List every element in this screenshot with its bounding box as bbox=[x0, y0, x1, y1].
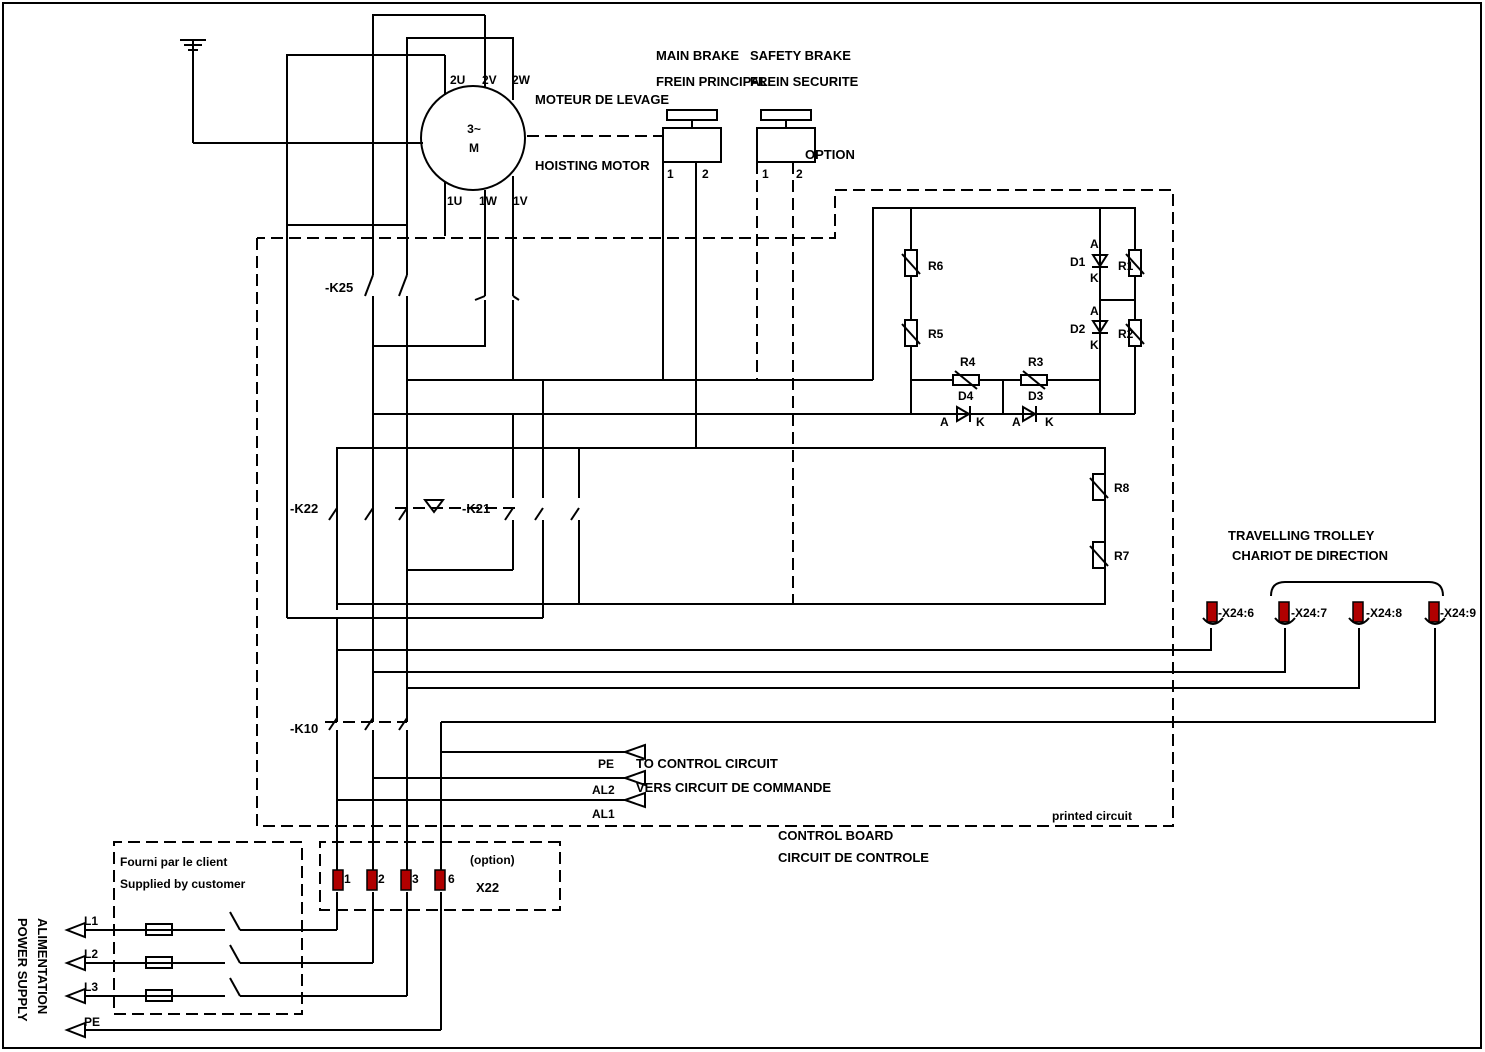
signal-al2: AL2 bbox=[592, 783, 615, 797]
supply-line-l1: L1 bbox=[84, 914, 99, 928]
trolley-title-en: TRAVELLING TROLLEY bbox=[1228, 528, 1375, 543]
diode-d2: D2 bbox=[1070, 322, 1086, 336]
motor-symbol: M bbox=[469, 141, 479, 155]
safety-brake-pin-2: 2 bbox=[796, 167, 803, 181]
x24-8-label: -X24:8 bbox=[1366, 606, 1403, 620]
diagram-border bbox=[3, 3, 1481, 1048]
d1-pin-a: A bbox=[1090, 237, 1099, 251]
customer-label-en: Supplied by customer bbox=[120, 877, 246, 891]
x22-pin-3: 3 bbox=[412, 872, 419, 886]
board-label-en: CONTROL BOARD bbox=[778, 828, 894, 843]
x22-pin-2: 2 bbox=[378, 872, 385, 886]
trolley-title-fr: CHARIOT DE DIRECTION bbox=[1232, 548, 1388, 563]
d4-pin-a: A bbox=[940, 415, 949, 429]
diode-d1: D1 bbox=[1070, 255, 1086, 269]
main-brake-fr: FREIN PRINCIPAL bbox=[656, 74, 768, 89]
res-r6: R6 bbox=[928, 259, 944, 273]
res-r5: R5 bbox=[928, 327, 944, 341]
x22-terminal bbox=[320, 842, 560, 1030]
res-r4: R4 bbox=[960, 355, 976, 369]
customer-label-fr: Fourni par le client bbox=[120, 855, 228, 869]
x24-7-label: -X24:7 bbox=[1291, 606, 1328, 620]
k10-label: -K10 bbox=[290, 721, 319, 736]
supply-line-l2: L2 bbox=[84, 947, 99, 961]
motor-term-2u: 2U bbox=[450, 73, 466, 87]
control-board-outline bbox=[257, 190, 1173, 826]
x22-name: X22 bbox=[476, 880, 500, 895]
customer-supply bbox=[67, 842, 441, 1037]
res-r7: R7 bbox=[1114, 549, 1130, 563]
supply-label-fr: ALIMENTATION bbox=[35, 918, 50, 1015]
control-to-en: TO CONTROL CIRCUIT bbox=[636, 756, 778, 771]
supply-label-en: POWER SUPPLY bbox=[15, 918, 30, 1022]
brake-option: OPTION bbox=[805, 147, 855, 162]
x24-9-label: -X24:9 bbox=[1440, 606, 1477, 620]
k25-label: -K25 bbox=[325, 280, 354, 295]
motor-term-1v: 1V bbox=[513, 194, 528, 208]
main-brake-en: MAIN BRAKE bbox=[656, 48, 740, 63]
d3-pin-a: A bbox=[1012, 415, 1021, 429]
x22-pin-1: 1 bbox=[344, 872, 351, 886]
safety-brake-en: SAFETY BRAKE bbox=[750, 48, 851, 63]
motor-phase: 3~ bbox=[467, 122, 481, 136]
signal-pe: PE bbox=[598, 757, 615, 771]
d3-pin-k: K bbox=[1045, 415, 1054, 429]
motor-label-fr: MOTEUR DE LEVAGE bbox=[535, 92, 670, 107]
safety-brake bbox=[757, 110, 815, 605]
k21-label: -K21 bbox=[462, 501, 491, 516]
contactors-k22-k21 bbox=[287, 225, 1108, 618]
motor-term-2v: 2V bbox=[482, 73, 497, 87]
motor-term-2w: 2W bbox=[512, 73, 530, 87]
main-brake-pin-2: 2 bbox=[702, 167, 709, 181]
x22-option: (option) bbox=[470, 853, 515, 867]
d2-pin-k: K bbox=[1090, 338, 1099, 352]
d2-pin-a: A bbox=[1090, 304, 1099, 318]
signal-al1: AL1 bbox=[592, 807, 615, 821]
board-pcb-label: printed circuit bbox=[1052, 809, 1133, 823]
res-r1: R1 bbox=[1118, 259, 1134, 273]
main-brake-pin-1: 1 bbox=[667, 167, 674, 181]
res-r2: R2 bbox=[1118, 327, 1134, 341]
d1-pin-k: K bbox=[1090, 271, 1099, 285]
safety-brake-pin-1: 1 bbox=[762, 167, 769, 181]
res-r8: R8 bbox=[1114, 481, 1130, 495]
k22-label: -K22 bbox=[290, 501, 319, 516]
control-to-fr: VERS CIRCUIT DE COMMANDE bbox=[636, 780, 832, 795]
supply-line-l3: L3 bbox=[84, 980, 99, 994]
contactor-k25 bbox=[365, 236, 519, 690]
diode-d4: D4 bbox=[958, 389, 974, 403]
motor-term-1w: 1W bbox=[479, 194, 497, 208]
labels bbox=[15, 48, 1476, 1029]
board-label-fr: CIRCUIT DE CONTROLE bbox=[778, 850, 929, 865]
diode-d3: D3 bbox=[1028, 389, 1044, 403]
safety-brake-fr: FREIN SECURITE bbox=[750, 74, 859, 89]
motor-term-1u: 1U bbox=[447, 194, 463, 208]
feed-x24-8 bbox=[407, 628, 1359, 688]
resistor-network bbox=[873, 208, 1144, 422]
mirrored-schematic bbox=[67, 15, 1445, 1037]
res-r3: R3 bbox=[1028, 355, 1044, 369]
d4-pin-k: K bbox=[976, 415, 985, 429]
feed-x24-6 bbox=[337, 628, 1211, 650]
x24-6-label: -X24:6 bbox=[1218, 606, 1255, 620]
supply-line-pe: PE bbox=[84, 1015, 101, 1029]
motor-label-en: HOISTING MOTOR bbox=[535, 158, 650, 173]
x22-pin-6: 6 bbox=[448, 872, 455, 886]
contactor-k10 bbox=[325, 718, 441, 872]
